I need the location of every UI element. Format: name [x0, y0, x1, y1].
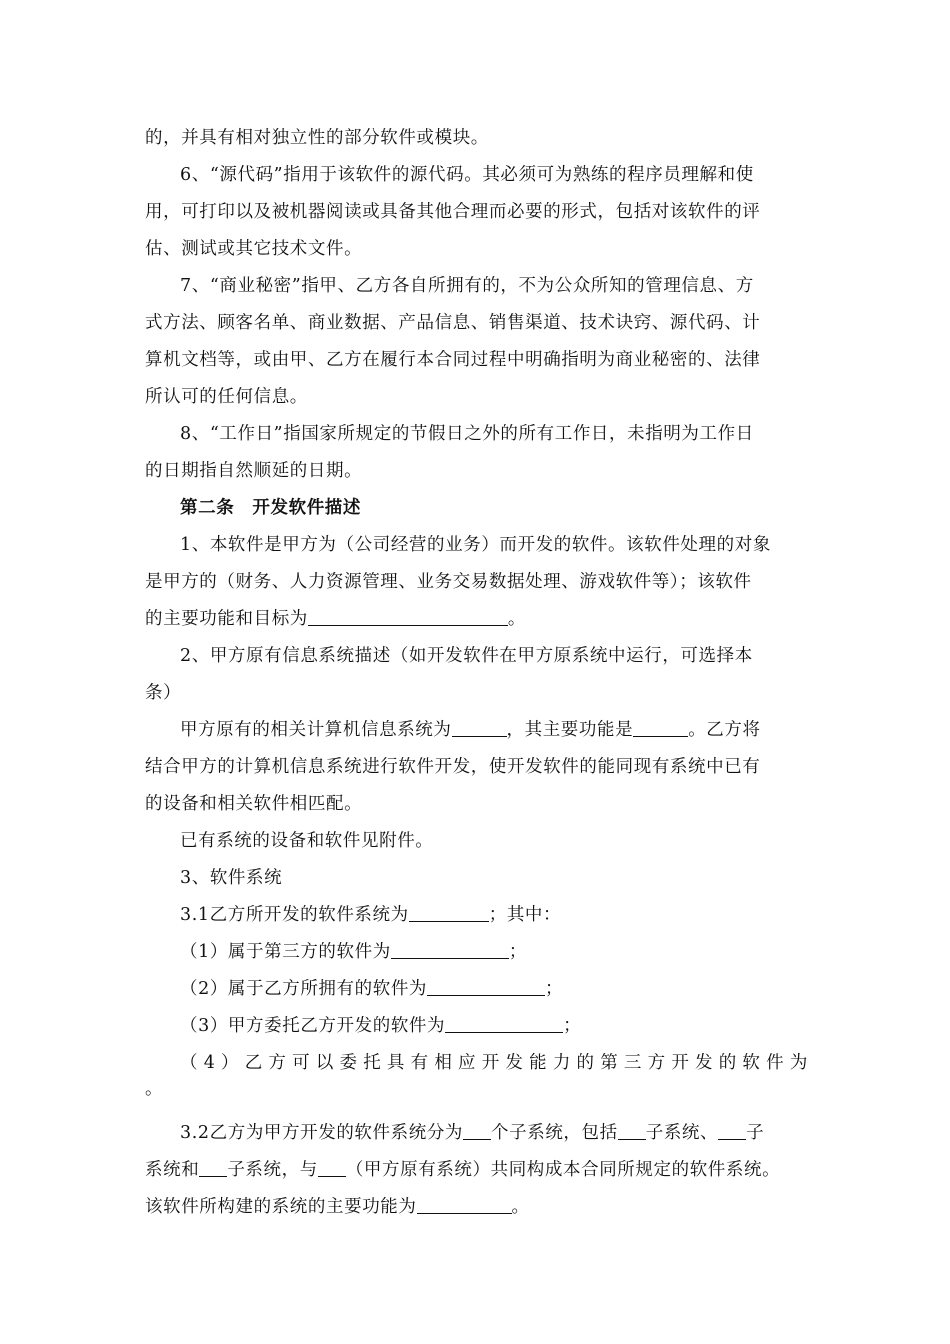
subsystem-count-blank: [463, 1121, 491, 1140]
existing-function-blank: [633, 718, 688, 737]
software-system-heading: 3、软件系统: [180, 868, 283, 888]
paragraph-line: 已有系统的设备和软件见附件。: [180, 831, 434, 851]
main-function-line: 的主要功能和目标为 。: [145, 609, 527, 629]
paragraph-line: 结合甲方的计算机信息系统进行软件开发，使开发软件的能同现有系统中已有: [145, 757, 761, 777]
paragraph-line: 所认可的任何信息。: [145, 387, 308, 407]
system-main-function-blank: [417, 1195, 512, 1214]
paragraph-line: 估、测试或其它技术文件。: [145, 239, 363, 259]
commissioned-software-line: （3）甲方委托乙方开发的软件为 ；: [180, 1016, 582, 1036]
paragraph-line: 算机文档等，或由甲、乙方在履行本合同过程中明确指明为商业秘密的、法律: [145, 350, 761, 370]
paragraph-line: 用，可打印以及被机器阅读或具备其他合理而必要的形式，包括对该软件的评: [145, 202, 761, 222]
existing-system-line: 2、甲方原有信息系统描述（如开发软件在甲方原系统中运行，可选择本: [180, 646, 753, 666]
paragraph-line: 式方法、顾客名单、商业数据、产品信息、销售渠道、技术诀窍、源代码、计: [145, 313, 761, 333]
paragraph-line: 的，并具有相对独立性的部分软件或模块。: [145, 128, 489, 148]
party-b-software-line: （2）属于乙方所拥有的软件为 ；: [180, 979, 564, 999]
third-party-software-blank: [391, 940, 509, 959]
existing-system-function-line: 甲方原有的相关计算机信息系统为 ，其主要功能是 。乙方将: [180, 720, 761, 740]
system-main-function-line: 该软件所构建的系统的主要功能为 。: [145, 1197, 530, 1217]
subsystem-b-blank: [718, 1121, 746, 1140]
software-system-blank: [409, 903, 489, 922]
main-function-blank: [308, 607, 508, 626]
subsystem-c-blank: [199, 1158, 227, 1177]
paragraph-line: 是甲方的（财务、人力资源管理、业务交易数据处理、游戏软件等）；该软件: [145, 572, 752, 592]
software-system-3-1-line: 3.1乙方所开发的软件系统为 ；其中：: [180, 905, 562, 925]
software-description-line: 1、本软件是甲方为（公司经营的业务）而开发的软件。该软件处理的对象: [180, 535, 771, 555]
definition-8-line: 8、“工作日”指国家所规定的节假日之外的所有工作日，未指明为工作日: [180, 424, 754, 444]
paragraph-line: 的日期指自然顺延的日期。: [145, 461, 363, 481]
paragraph-line: 。: [145, 1079, 164, 1099]
definition-6-line: 6、“源代码”指用于该软件的源代码。其必须可为熟练的程序员理解和使: [180, 165, 754, 185]
definition-7-line: 7、“商业秘密”指甲、乙方各自所拥有的，不为公众所知的管理信息、方: [180, 276, 754, 296]
subcontracted-software-line: （4）乙方可以委托具有相应开发能力的第三方开发的软件为: [180, 1053, 814, 1073]
existing-system-blank: [452, 718, 507, 737]
third-party-software-line: （1）属于第三方的软件为 ；: [180, 942, 527, 962]
paragraph-line: 的设备和相关软件相匹配。: [145, 794, 363, 814]
subsystem-line-2: 系统和 子系统，与 （甲方原有系统）共同构成本合同所规定的软件系统。: [145, 1160, 781, 1180]
subsystem-a-blank: [618, 1121, 646, 1140]
section-heading: 第二条 开发软件描述: [180, 498, 361, 518]
existing-system-link-blank: [318, 1158, 346, 1177]
subsystem-line: 3.2乙方为甲方开发的软件系统分为 个子系统，包括 子系统、 子: [180, 1123, 765, 1143]
paragraph-line: 条）: [145, 683, 182, 703]
party-b-software-blank: [427, 977, 545, 996]
commissioned-software-blank: [445, 1014, 563, 1033]
